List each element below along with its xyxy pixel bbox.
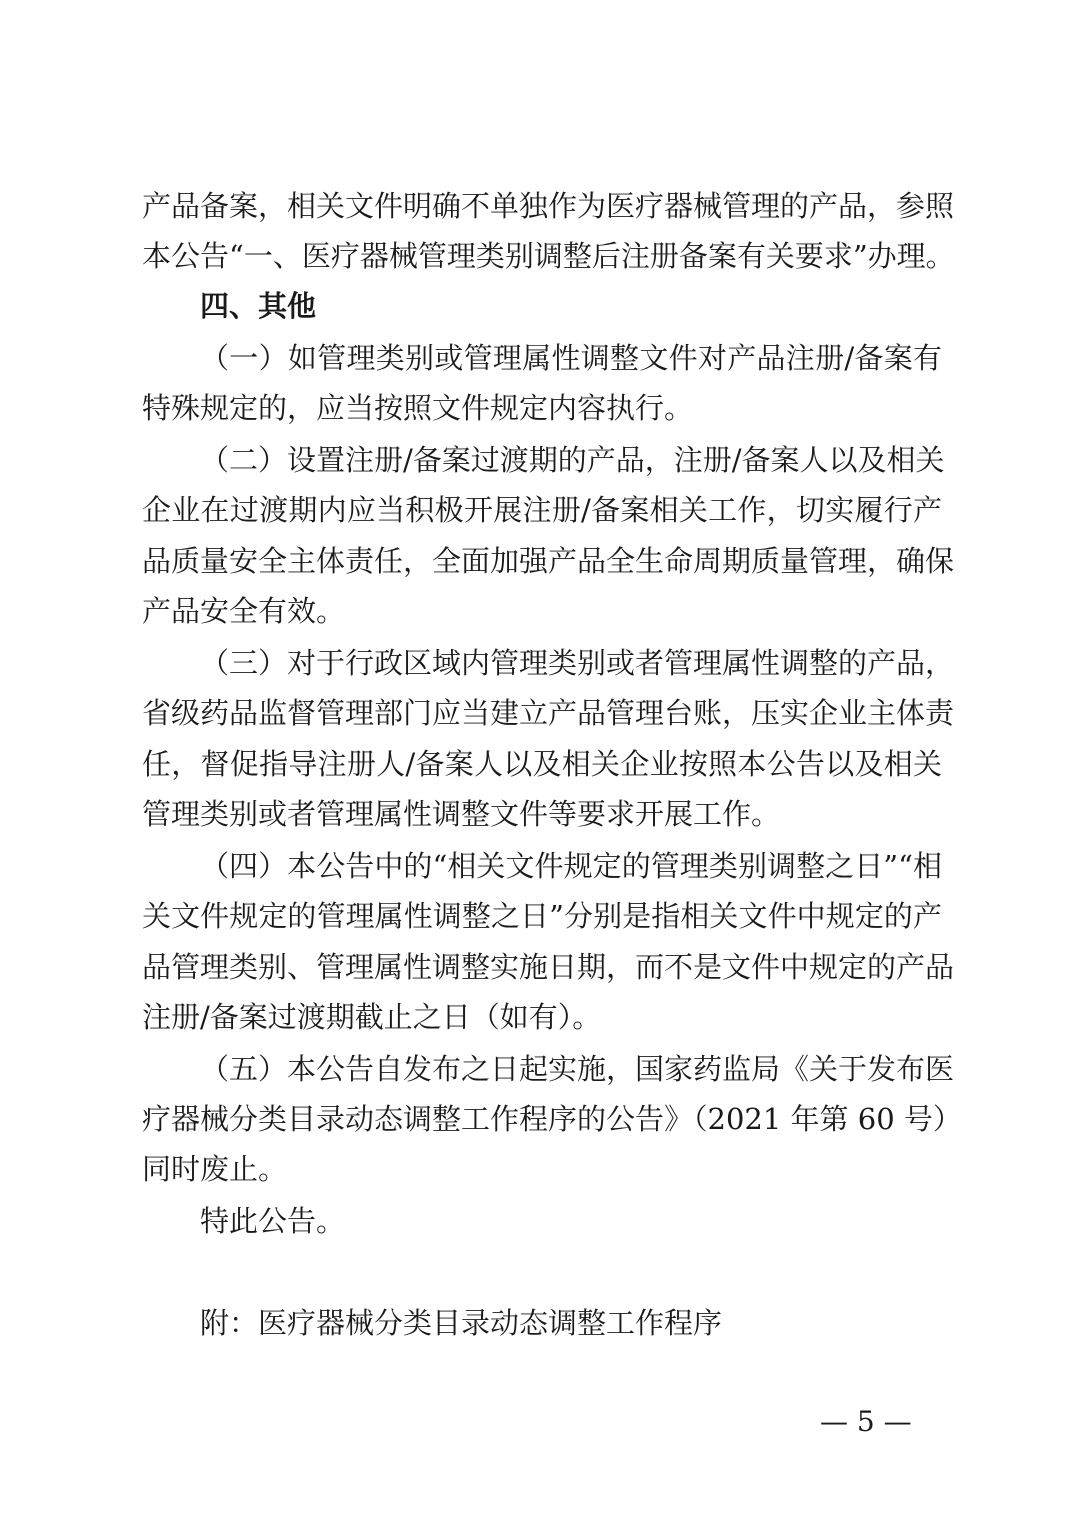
- paragraph-line: （四）本公告中的“相关文件规定的管理类别调整之日”“相: [200, 849, 942, 883]
- paragraph-line: 特殊规定的，应当按照文件规定内容执行。: [142, 391, 694, 425]
- paragraph-line: 产品备案，相关文件明确不单独作为医疗器械管理的产品，参照: [142, 189, 955, 223]
- paragraph-line: （三）对于行政区域内管理类别或者管理属性调整的产品，: [200, 646, 955, 680]
- paragraph-line: （一）如管理类别或管理属性调整文件对产品注册/备案有: [200, 341, 942, 375]
- paragraph-line: 企业在过渡期内应当积极开展注册/备案相关工作，切实履行产: [142, 493, 942, 527]
- paragraph-line: （二）设置注册/备案过渡期的产品，注册/备案人以及相关: [200, 443, 945, 477]
- paragraph-line: 品管理类别、管理属性调整实施日期，而不是文件中规定的产品: [142, 950, 955, 984]
- paragraph-line: 本公告“一、医疗器械管理类别调整后注册备案有关要求”办理。: [142, 239, 955, 273]
- paragraph-line: （五）本公告自发布之日起实施，国家药监局《关于发布医: [200, 1052, 955, 1086]
- paragraph-line: 疗器械分类目录动态调整工作程序的公告》（2021 年第 60 号）: [142, 1102, 962, 1136]
- attachment-note: 附：医疗器械分类目录动态调整工作程序: [200, 1306, 723, 1340]
- paragraph-line: 产品安全有效。: [142, 594, 346, 628]
- paragraph-line: 管理类别或者管理属性调整文件等要求开展工作。: [142, 797, 781, 831]
- paragraph-line: 注册/备案过渡期截止之日（如有）。: [142, 1000, 602, 1034]
- closing-statement: 特此公告。: [200, 1204, 346, 1238]
- page-number: — 5 —: [820, 1405, 912, 1438]
- section-heading: 四、其他: [200, 289, 317, 323]
- paragraph-line: 品质量安全主体责任，全面加强产品全生命周期质量管理，确保: [142, 544, 955, 578]
- paragraph-line: 同时废止。: [142, 1152, 288, 1186]
- paragraph-line: 关文件规定的管理属性调整之日”分别是指相关文件中规定的产: [142, 899, 942, 933]
- paragraph-line: 任，督促指导注册人/备案人以及相关企业按照本公告以及相关: [142, 747, 942, 781]
- paragraph-line: 省级药品监督管理部门应当建立产品管理台账，压实企业主体责: [142, 696, 955, 730]
